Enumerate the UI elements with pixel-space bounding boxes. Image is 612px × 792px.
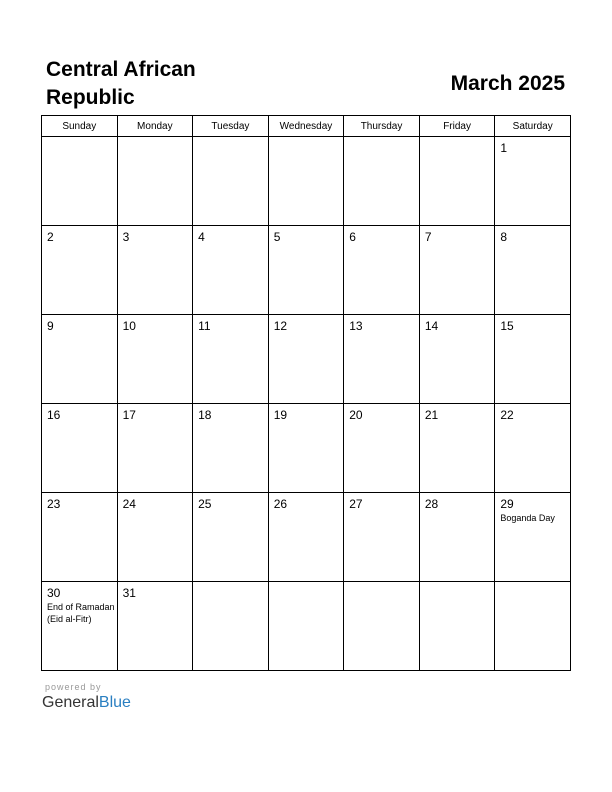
day-cell xyxy=(193,226,269,315)
day-number: 23 xyxy=(47,497,61,511)
day-number: 9 xyxy=(47,319,54,333)
day-number: 20 xyxy=(349,408,363,422)
day-number: 21 xyxy=(424,408,439,422)
day-number: 19 xyxy=(273,408,288,422)
week-row xyxy=(42,315,571,404)
day-cell xyxy=(193,404,269,493)
day-cell xyxy=(419,315,495,404)
powered-by-text: powered by xyxy=(45,682,102,692)
weekday-wednesday: Wednesday xyxy=(268,116,344,137)
empty-day-cell xyxy=(193,582,269,671)
weekday-sunday: Sunday xyxy=(42,116,118,137)
weekday-header-row xyxy=(42,116,571,137)
empty-day-cell xyxy=(344,137,420,226)
day-number: 31 xyxy=(122,586,136,600)
day-cell xyxy=(495,404,571,493)
day-number: 24 xyxy=(122,497,136,511)
day-cell xyxy=(495,226,571,315)
weekday-friday: Friday xyxy=(419,116,495,137)
day-number: 25 xyxy=(198,497,212,511)
day-number: 5 xyxy=(273,230,281,244)
day-cell xyxy=(117,315,193,404)
weekday-thursday: Thursday xyxy=(344,116,420,137)
day-cell xyxy=(42,582,118,671)
day-cell xyxy=(344,404,420,493)
week-row xyxy=(42,493,571,582)
day-cell xyxy=(268,404,344,493)
day-cell xyxy=(42,493,118,582)
week-row xyxy=(42,404,571,493)
day-cell xyxy=(193,315,269,404)
empty-day-cell xyxy=(193,137,269,226)
day-number: 2 xyxy=(47,230,54,244)
day-cell xyxy=(268,226,344,315)
day-number: 26 xyxy=(273,497,288,511)
generalblue-logo[interactable] xyxy=(42,694,131,712)
empty-day-cell xyxy=(344,582,420,671)
day-cell xyxy=(344,493,420,582)
day-cell xyxy=(419,404,495,493)
day-number: 16 xyxy=(47,408,61,422)
day-number: 29 xyxy=(500,497,514,511)
holiday-label: Boganda Day xyxy=(500,513,555,523)
day-cell xyxy=(268,315,344,404)
day-number: 1 xyxy=(500,141,508,155)
day-number: 11 xyxy=(198,319,211,333)
day-cell xyxy=(117,493,193,582)
day-number: 30 xyxy=(47,586,61,600)
day-number: 18 xyxy=(198,408,212,422)
empty-day-cell xyxy=(268,582,344,671)
day-cell xyxy=(117,582,193,671)
day-number: 12 xyxy=(273,319,288,333)
holiday-label: End of Ramadan (Eid al-Fitr) xyxy=(47,602,115,624)
day-cell xyxy=(42,226,118,315)
day-cell xyxy=(193,493,269,582)
day-cell xyxy=(117,226,193,315)
calendar-grid xyxy=(41,115,571,671)
day-cell xyxy=(42,315,118,404)
country-title: Central African Republic xyxy=(46,58,196,109)
day-cell xyxy=(419,493,495,582)
week-row xyxy=(42,226,571,315)
day-number: 8 xyxy=(500,230,508,244)
day-number: 13 xyxy=(349,319,363,333)
day-number: 3 xyxy=(122,230,130,244)
day-number: 7 xyxy=(424,230,432,244)
empty-day-cell xyxy=(268,137,344,226)
day-number: 28 xyxy=(424,497,439,511)
day-number: 10 xyxy=(122,319,136,333)
brand-blue: Blue xyxy=(98,694,131,711)
day-number: 15 xyxy=(500,319,514,333)
day-number: 27 xyxy=(349,497,363,511)
day-number: 14 xyxy=(424,319,439,333)
empty-day-cell xyxy=(117,137,193,226)
weekday-tuesday: Tuesday xyxy=(193,116,269,137)
weekday-monday: Monday xyxy=(117,116,193,137)
day-cell xyxy=(42,404,118,493)
empty-day-cell xyxy=(42,137,118,226)
day-cell xyxy=(117,404,193,493)
empty-day-cell xyxy=(495,582,571,671)
month-title: March 2025 xyxy=(450,72,565,95)
day-cell xyxy=(268,493,344,582)
brand-general: General xyxy=(42,694,99,711)
day-cell xyxy=(495,493,571,582)
day-number: 6 xyxy=(349,230,356,244)
day-cell xyxy=(344,315,420,404)
day-cell xyxy=(419,226,495,315)
weekday-saturday: Saturday xyxy=(495,116,571,137)
day-number: 4 xyxy=(198,230,205,244)
empty-day-cell xyxy=(419,137,495,226)
day-cell xyxy=(495,137,571,226)
day-number: 22 xyxy=(500,408,514,422)
day-cell xyxy=(495,315,571,404)
day-cell xyxy=(344,226,420,315)
week-row xyxy=(42,582,571,671)
day-number: 17 xyxy=(122,408,136,422)
empty-day-cell xyxy=(419,582,495,671)
week-row xyxy=(42,137,571,226)
